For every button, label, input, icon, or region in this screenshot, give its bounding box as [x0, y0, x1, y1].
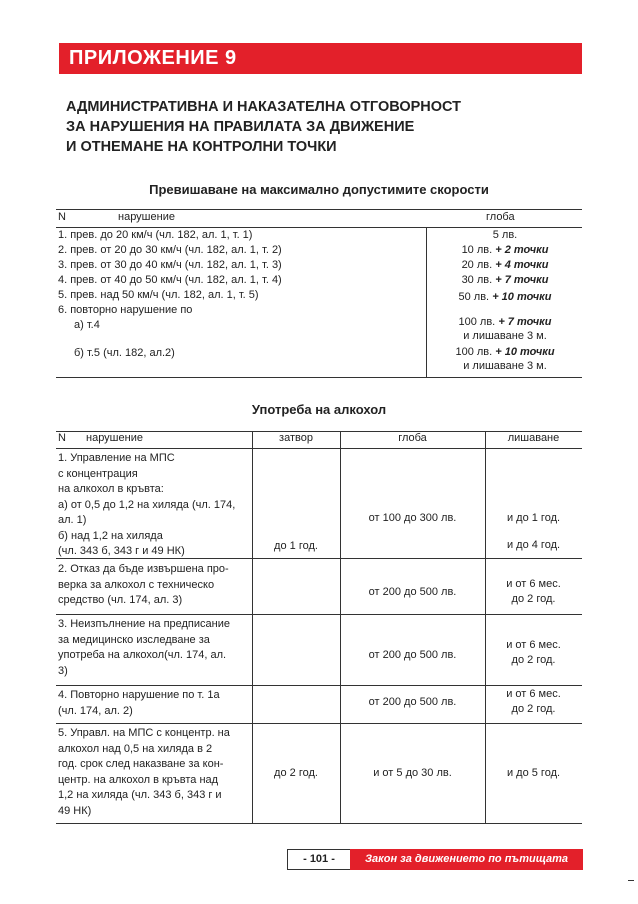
speed-row-violation: 3. прев. от 30 до 40 км/ч (чл. 182, ал. 1, т. 3) — [58, 259, 282, 271]
alcohol-header-fine: глоба — [398, 432, 427, 444]
alcohol-row-prison: до 1 год. — [274, 540, 318, 552]
page-number: - 101 - — [287, 849, 351, 870]
speed-header-violation: нарушение — [118, 211, 175, 223]
speed-repeat-a: а) т.4 — [74, 319, 100, 331]
speed-repeat-b-fine: 100 лв. + 10 точки — [455, 346, 555, 358]
alcohol-row-fine: от 200 до 500 лв. — [368, 586, 457, 598]
alcohol-header-n: N — [58, 432, 66, 444]
alcohol-row-description: 1. Управление на МПС с концентрация на алкохол в кръвта: а) от 0,5 до 1,2 на хиляда (чл. 174, ал. 1) б) над 1,2 на хиляда (чл. 343 б, 343 г и 49 НК) — [58, 452, 236, 557]
speed-repeat-label: 6. повторно нарушение по — [58, 304, 193, 316]
alcohol-row-revoke: и до 5 год. — [506, 767, 561, 779]
speed-table — [56, 209, 582, 378]
alcohol-row-description: 5. Управл. на МПС с концентр. на алкохол над 0,5 на хиляда в 2 год. срок след наказване за кон- центр. на алкохол в кръвта над 1,2 на хиляда (чл. 343 б, 343 г и 49 НК) — [58, 727, 230, 817]
speed-repeat-a-fine: 100 лв. + 7 точки — [458, 316, 552, 328]
alcohol-row-fine: от 200 до 500 лв. — [368, 696, 457, 708]
speed-row-fine: 30 лв. + 7 точки — [461, 274, 549, 286]
speed-repeat-b-extra: и лишаване 3 м. — [463, 360, 547, 372]
alcohol-row-description: 3. Неизпълнение на предписание за медицинско изследване за употреба на алкохол(чл. 174, ал. 3) — [58, 618, 230, 677]
alcohol-row-description: 4. Повторно нарушение по т. 1а (чл. 174, ал. 2) — [58, 689, 220, 717]
alcohol-row-fine: и от 5 до 30 лв. — [373, 767, 452, 779]
alcohol-row-revoke: до 2 год. — [511, 703, 556, 715]
alcohol-row-revoke: и от 6 мес. — [506, 688, 561, 700]
speed-repeat-a-extra: и лишаване 3 м. — [463, 330, 547, 342]
alcohol-row-revoke: и до 1 год. — [506, 512, 561, 524]
speed-repeat-b: б) т.5 (чл. 182, ал.2) — [74, 347, 175, 359]
speed-row-fine: 20 лв. + 4 точки — [461, 259, 549, 271]
alcohol-row-revoke: и до 4 год. — [506, 539, 561, 551]
alcohol-row-description: 2. Отказ да бъде извършена про- верка за алкохол с техническо средство (чл. 174, ал. 3) — [58, 563, 229, 606]
speed-header-n: N — [58, 211, 66, 223]
speed-row-violation: 4. прев. от 40 до 50 км/ч (чл. 182, ал. 1, т. 4) — [58, 274, 282, 286]
main-title — [66, 97, 586, 157]
alcohol-section-title: Употреба на алкохол — [251, 402, 387, 417]
appendix-banner — [59, 43, 582, 74]
main-title-line: И ОТНЕМАНЕ НА КОНТРОЛНИ ТОЧКИ — [66, 139, 337, 155]
alcohol-row-fine: от 100 до 300 лв. — [368, 512, 457, 524]
speed-row-fine: 50 лв. + 10 точки — [458, 291, 552, 303]
alcohol-header-revoke: лишаване — [507, 432, 560, 444]
alcohol-table — [56, 431, 582, 824]
book-title: Закон за движението по пътищата — [350, 849, 583, 870]
speed-header-fine: глоба — [486, 211, 515, 223]
alcohol-row-revoke: до 2 год. — [511, 593, 556, 605]
speed-row-violation: 2. прев. от 20 до 30 км/ч (чл. 182, ал. 1, т. 2) — [58, 244, 282, 256]
main-title-line: АДМИНИСТРАТИВНА И НАКАЗАТЕЛНА ОТГОВОРНОСТ — [66, 99, 462, 115]
alcohol-row-revoke: и от 6 мес. — [506, 578, 561, 590]
speed-row-fine: 10 лв. + 2 точки — [461, 244, 549, 256]
alcohol-row-revoke: до 2 год. — [511, 654, 556, 666]
alcohol-row-fine: от 200 до 500 лв. — [368, 649, 457, 661]
crop-mark — [628, 880, 634, 881]
speed-row-violation: 5. прев. над 50 км/ч (чл. 182, ал. 1, т. 5) — [58, 289, 259, 301]
speed-row-violation: 1. прев. до 20 км/ч (чл. 182, ал. 1, т. 1) — [58, 229, 253, 241]
alcohol-row-revoke: и от 6 мес. — [506, 639, 561, 651]
speed-section-title: Превишаване на максимално допустимите скорости — [149, 182, 489, 197]
alcohol-row-prison: до 2 год. — [274, 767, 318, 779]
speed-row-fine: 5 лв. — [492, 229, 518, 241]
main-title-line: ЗА НАРУШЕНИЯ НА ПРАВИЛАТА ЗА ДВИЖЕНИЕ — [66, 119, 415, 135]
alcohol-header-violation: нарушение — [86, 432, 143, 444]
alcohol-header-prison: затвор — [279, 432, 313, 444]
appendix-title: ПРИЛОЖЕНИЕ 9 — [69, 47, 237, 69]
